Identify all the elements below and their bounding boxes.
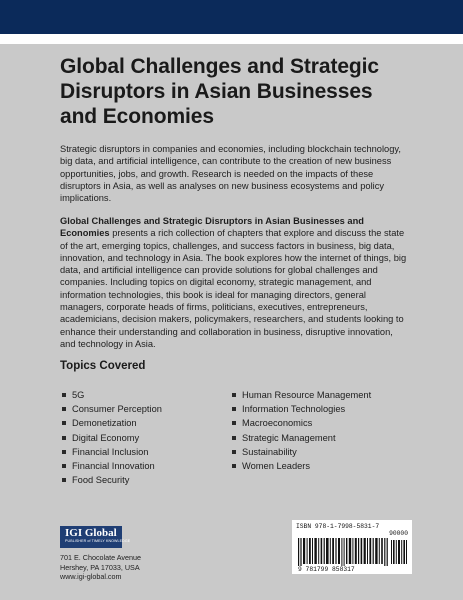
bullet-icon	[62, 421, 66, 425]
bullet-icon	[62, 478, 66, 482]
paragraph-body: presents a rich collection of chapters that explore and discuss the state of the art, emerging topics, challenges, and success factors in business, big data, innovation, and technology in Asia. The book explores how the internet of things, big data, and artificial intelligence can provide solutions for global challenges and companies. Including topics on digital economy, strategic management, and information technologies, this book is ideal for managing directors, general managers, corporate heads of firms, politicians, executives, entrepreneurs, academicians, decision makers, policymakers, researchers, and students looking to enhance their understanding and collaboration in business, disruptive innovation, and technology in Asia.	[60, 228, 407, 349]
topic-item	[230, 416, 410, 430]
topic-label: Human Resource Management	[242, 390, 372, 400]
logo-tagline: PUBLISHER of TIMELY KNOWLEDGE	[65, 539, 131, 543]
description-paragraph-1: Strategic disruptors in companies and economies, including blockchain technology, big data, and artificial intelligence, can contribute to the creation of new business opportunities, jobs, and growth. Research is needed on the impacts of these disruptors in Asia, as well as analyses on new business ecosystems and policy implications.	[60, 144, 401, 204]
top-color-band	[0, 0, 463, 34]
topic-label: Consumer Perception	[72, 404, 162, 415]
publisher-logo	[60, 526, 131, 548]
bullet-icon	[62, 450, 66, 454]
topic-label: Financial Innovation	[72, 460, 155, 471]
book-title: Global Challenges and Strategic Disruptors in Asian Businesses and Economies	[60, 55, 379, 128]
topic-item	[230, 388, 410, 402]
topics-heading: Topics Covered	[60, 360, 146, 372]
publisher-address	[60, 553, 141, 582]
topic-item	[60, 416, 220, 430]
price-code: 90000	[389, 530, 408, 537]
topic-label: Demonetization	[72, 418, 137, 429]
barcode-box	[292, 520, 412, 574]
isbn-label: ISBN 978-1-7998-5831-7	[296, 523, 380, 530]
bullet-icon	[62, 393, 66, 397]
topic-item	[230, 445, 410, 459]
topic-label: 5G	[72, 390, 85, 400]
topic-label: Digital Economy	[72, 432, 140, 443]
topic-item	[230, 402, 410, 416]
topic-item	[60, 388, 220, 402]
topic-label: Strategic Management	[242, 432, 336, 443]
bullet-icon	[62, 436, 66, 440]
topic-label: Sustainability	[242, 446, 297, 457]
bullet-icon	[232, 450, 236, 454]
topic-item	[60, 459, 220, 473]
bullet-icon	[232, 407, 236, 411]
address-line-2: Hershey, PA 17033, USA	[60, 562, 140, 572]
topics-list-right	[230, 388, 410, 473]
topic-item	[60, 473, 220, 487]
description-paragraph-2	[60, 215, 410, 350]
bullet-icon	[62, 464, 66, 468]
topic-item	[60, 402, 220, 416]
white-stripe	[0, 34, 463, 44]
ean-number: 9 781799 858317	[298, 566, 355, 573]
topic-label: Women Leaders	[242, 460, 311, 471]
topic-item	[60, 445, 220, 459]
topic-label: Food Security	[72, 475, 130, 486]
bullet-icon	[62, 407, 66, 411]
topic-label: Macroeconomics	[242, 418, 313, 429]
topic-item	[230, 431, 410, 445]
topics-list-left	[60, 388, 220, 487]
topic-item	[60, 431, 220, 445]
publisher-website: www.igi-global.com	[60, 572, 122, 581]
topic-item	[230, 459, 410, 473]
logo-name: IGI Global	[65, 527, 117, 539]
paragraph-lead-title: Global Challenges and Strategic Disruptors in Asian Businesses and Economies	[60, 216, 364, 239]
bullet-icon	[232, 436, 236, 440]
topic-label: Financial Inclusion	[72, 446, 149, 457]
bullet-icon	[232, 421, 236, 425]
address-line-1: 701 E. Chocolate Avenue	[60, 553, 141, 562]
bullet-icon	[232, 464, 236, 468]
bullet-icon	[232, 393, 236, 397]
topic-label: Information Technologies	[242, 404, 346, 415]
